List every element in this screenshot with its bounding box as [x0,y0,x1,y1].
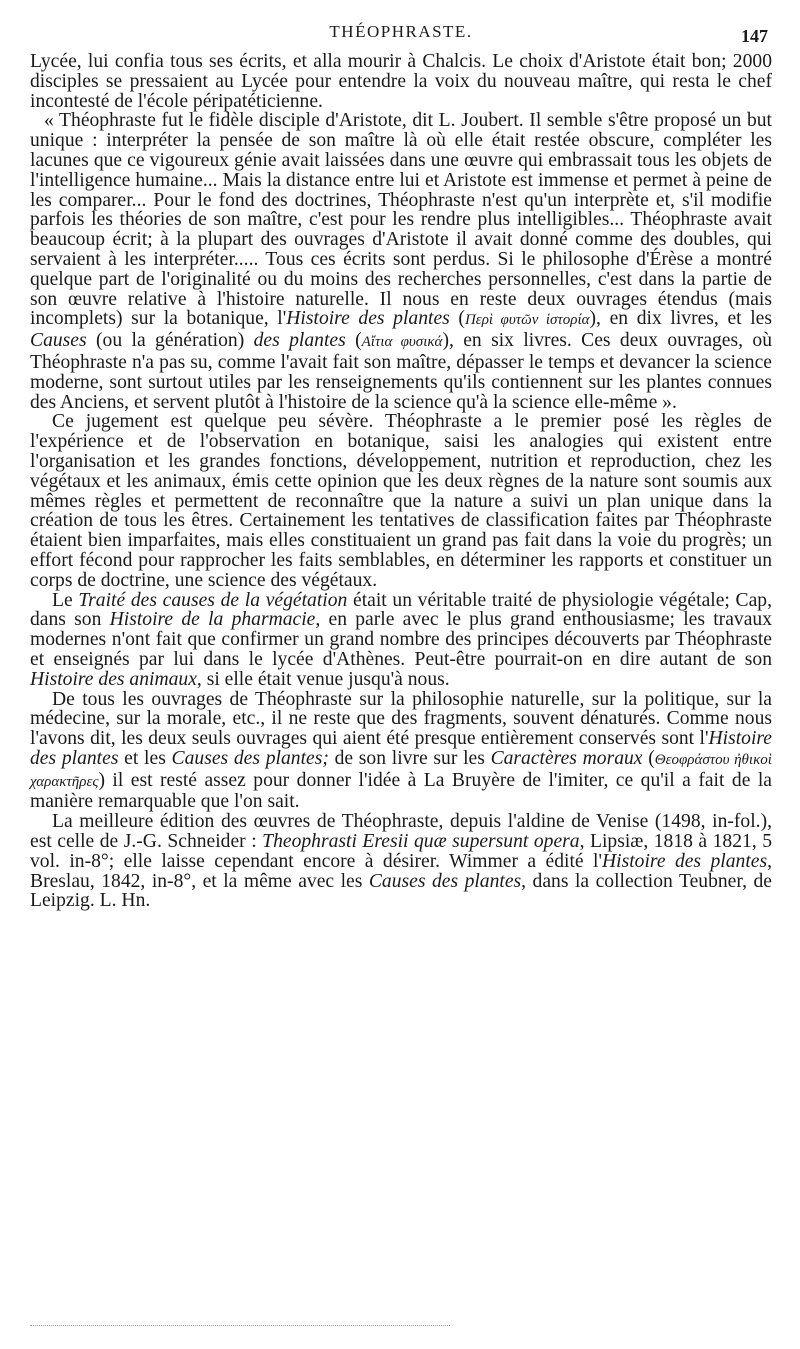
greek-title: Περὶ φυτῶν ἱστορία [464,312,590,329]
text-run: Ce jugement est quelque peu sévère. Théophraste a le premier posé les règles de l'expérience et de l'observation en botanique, saisi les analogies qui existent entre l'organisation et les grandes fonctions, développement, nutrition et reproduction, chez les végétaux et les animaux, émis cette opinion que les deux règnes de la nature sont soumis aux mêmes règles et permettent de reconnaître que la nature a suivi un plan unique dans la création de tous les êtres. Certainement les tentatives de classification faites par Théophraste étaient bien imparfaites, mais elles constituaient un grand pas fait dans la voie du progrès; un effort fécond pour rapprocher les faits semblables, en déterminer les rapports et constituer un corps de doctrine, une science des végétaux. [30,411,772,591]
italic-title: Histoire des plantes [602,850,768,872]
italic-title: Causes des plantes; [171,747,329,769]
paragraph-4 [30,591,772,690]
italic-title: Causes [30,330,87,352]
text-run: ), en six livres. Ces deux ouvrages, où Théophraste n'a pas su, comme l'avait fait son maître, dépasser le temps et devancer la science moderne, sont surtout utiles par les renseignements qu'ils contiennent sur les plantes connues des Anciens, et servent plutôt à l'histoire de la science qu'à la science elle-même ». [30,330,772,413]
text-run: ) il est resté assez pour donner l'idée à La Bruyère de l'imiter, ce qu'il a fait de la manière remarquable que l'on sait. [30,769,772,813]
text-run: La meilleure édition des œuvres de Théophraste, depuis l'aldine de Venise (1498, in-fol.), est celle de J.-G. Schneider : [30,811,772,853]
italic-title: Traité des causes de la végétation [78,589,348,611]
article-body [30,52,772,911]
italic-title: Histoire des plantes [30,728,772,769]
text-run: Lycée, lui confia tous ses écrits, et alla mourir à Chalcis. Le choix d'Aristote était bon; 2000 disciples se pressaient au Lycée pour entendre la voix du nouveau maître, qui resta le chef incontesté de l'école péripatéticienne. [30,51,772,112]
page [30,18,772,911]
text-run: , dans la collection Teubner, de Leipzig. [30,870,772,912]
text-run: , Lipsiæ, 1818 à 1821, 5 vol. in-8°; elle laisse cependant encore à désirer. Wimmer a édité l' [30,831,773,872]
italic-title: Theophrasti Eresii quæ supersunt opera [262,831,580,853]
text-run: , Breslau, 1842, in-8°, et la même avec les [30,850,772,892]
italic-title: Causes des plantes [368,870,522,892]
paragraph-2-joubert-quote [30,111,772,412]
text-run: ( [642,747,655,769]
paragraph-6 [30,812,772,911]
text-run: ), en dix livres, et les [589,308,772,330]
text-run: , en parle avec le plus grand enthousiasme; les travaux modernes n'ont fait que confirmer un grand nombre des principes découverts par Théophraste et enseignés par lui dans le lycée d'Athènes. Peut-être pourrait-on en dire autant de son [30,609,772,670]
italic-title: Histoire de la pharmacie [109,609,316,631]
running-head [30,18,772,52]
page-title: THÉOPHRASTE. [329,22,473,41]
text-run: et les [118,747,172,769]
greek-title: Θεοφράστου ἠθικοὶ χαρακτῆρες [30,751,772,790]
text-run: L. Hn. [94,890,151,912]
text-run: ( [449,308,465,330]
text-run: De tous les ouvrages de Théophraste sur la philosophie naturelle, sur la politique, sur la médecine, sur la morale, etc., il ne reste que des fragments, souvent dénaturés. Comme nous l'avons dit, les deux seuls ouvrages qui aient été presque entièrement conservés sont l' [30,688,772,750]
text-run: (ou la génération) [86,330,254,352]
italic-title: Caractères moraux [490,747,643,769]
italic-title: des plantes [253,330,346,352]
paragraph-3 [30,412,772,590]
greek-title: Αἴτια φυσικά [361,334,443,351]
italic-title: Histoire des plantes [286,308,450,330]
footer-rule [30,1325,450,1326]
italic-title: Histoire des animaux [30,668,197,690]
text-run: de son livre sur les [328,747,491,769]
text-run: était un véritable traité de physiologie végétale; Cap, dans son [30,589,772,631]
text-run: ( [345,330,362,352]
text-run: , si elle était venue jusqu'à nous. [196,668,450,690]
text-run: « Théophraste fut le fidèle disciple d'Aristote, dit L. Joubert. Il semble s'être proposé un but unique : interpréter la pensée de son maître là où elle était restée obscure, compléter les lacunes que ce vigoureux génie avait laissées dans une œuvre qui embrassait tous les objets de l'intelligence humaine... Mais la distance entre lui et Aristote est immense et permet à peine de les comparer... Pour le fond des doctrines, Théophraste n'est qu'un interprète et, s'il modifie parfois les théories de son maître, c'est pour les rendre plus intelligibles... Théophraste avait beaucoup écrit; à la plupart des ouvrages d'Aristote il avait donné comme des doubles, qui servaient à les interpréter..... Tous ces écrits sont perdus. Si le philosophe d'Érèse a montré quelque part de l'originalité ou du moins des recherches personnelles, c'est dans la partie de son œuvre relative à l'histoire naturelle. Il nous en reste deux ouvrages étendus (mais incomplets) sur la botanique, l' [30,110,772,330]
text-run: Le [52,589,79,611]
paragraph-1 [30,52,772,111]
paragraph-5 [30,690,772,813]
page-number: 147 [741,26,768,46]
